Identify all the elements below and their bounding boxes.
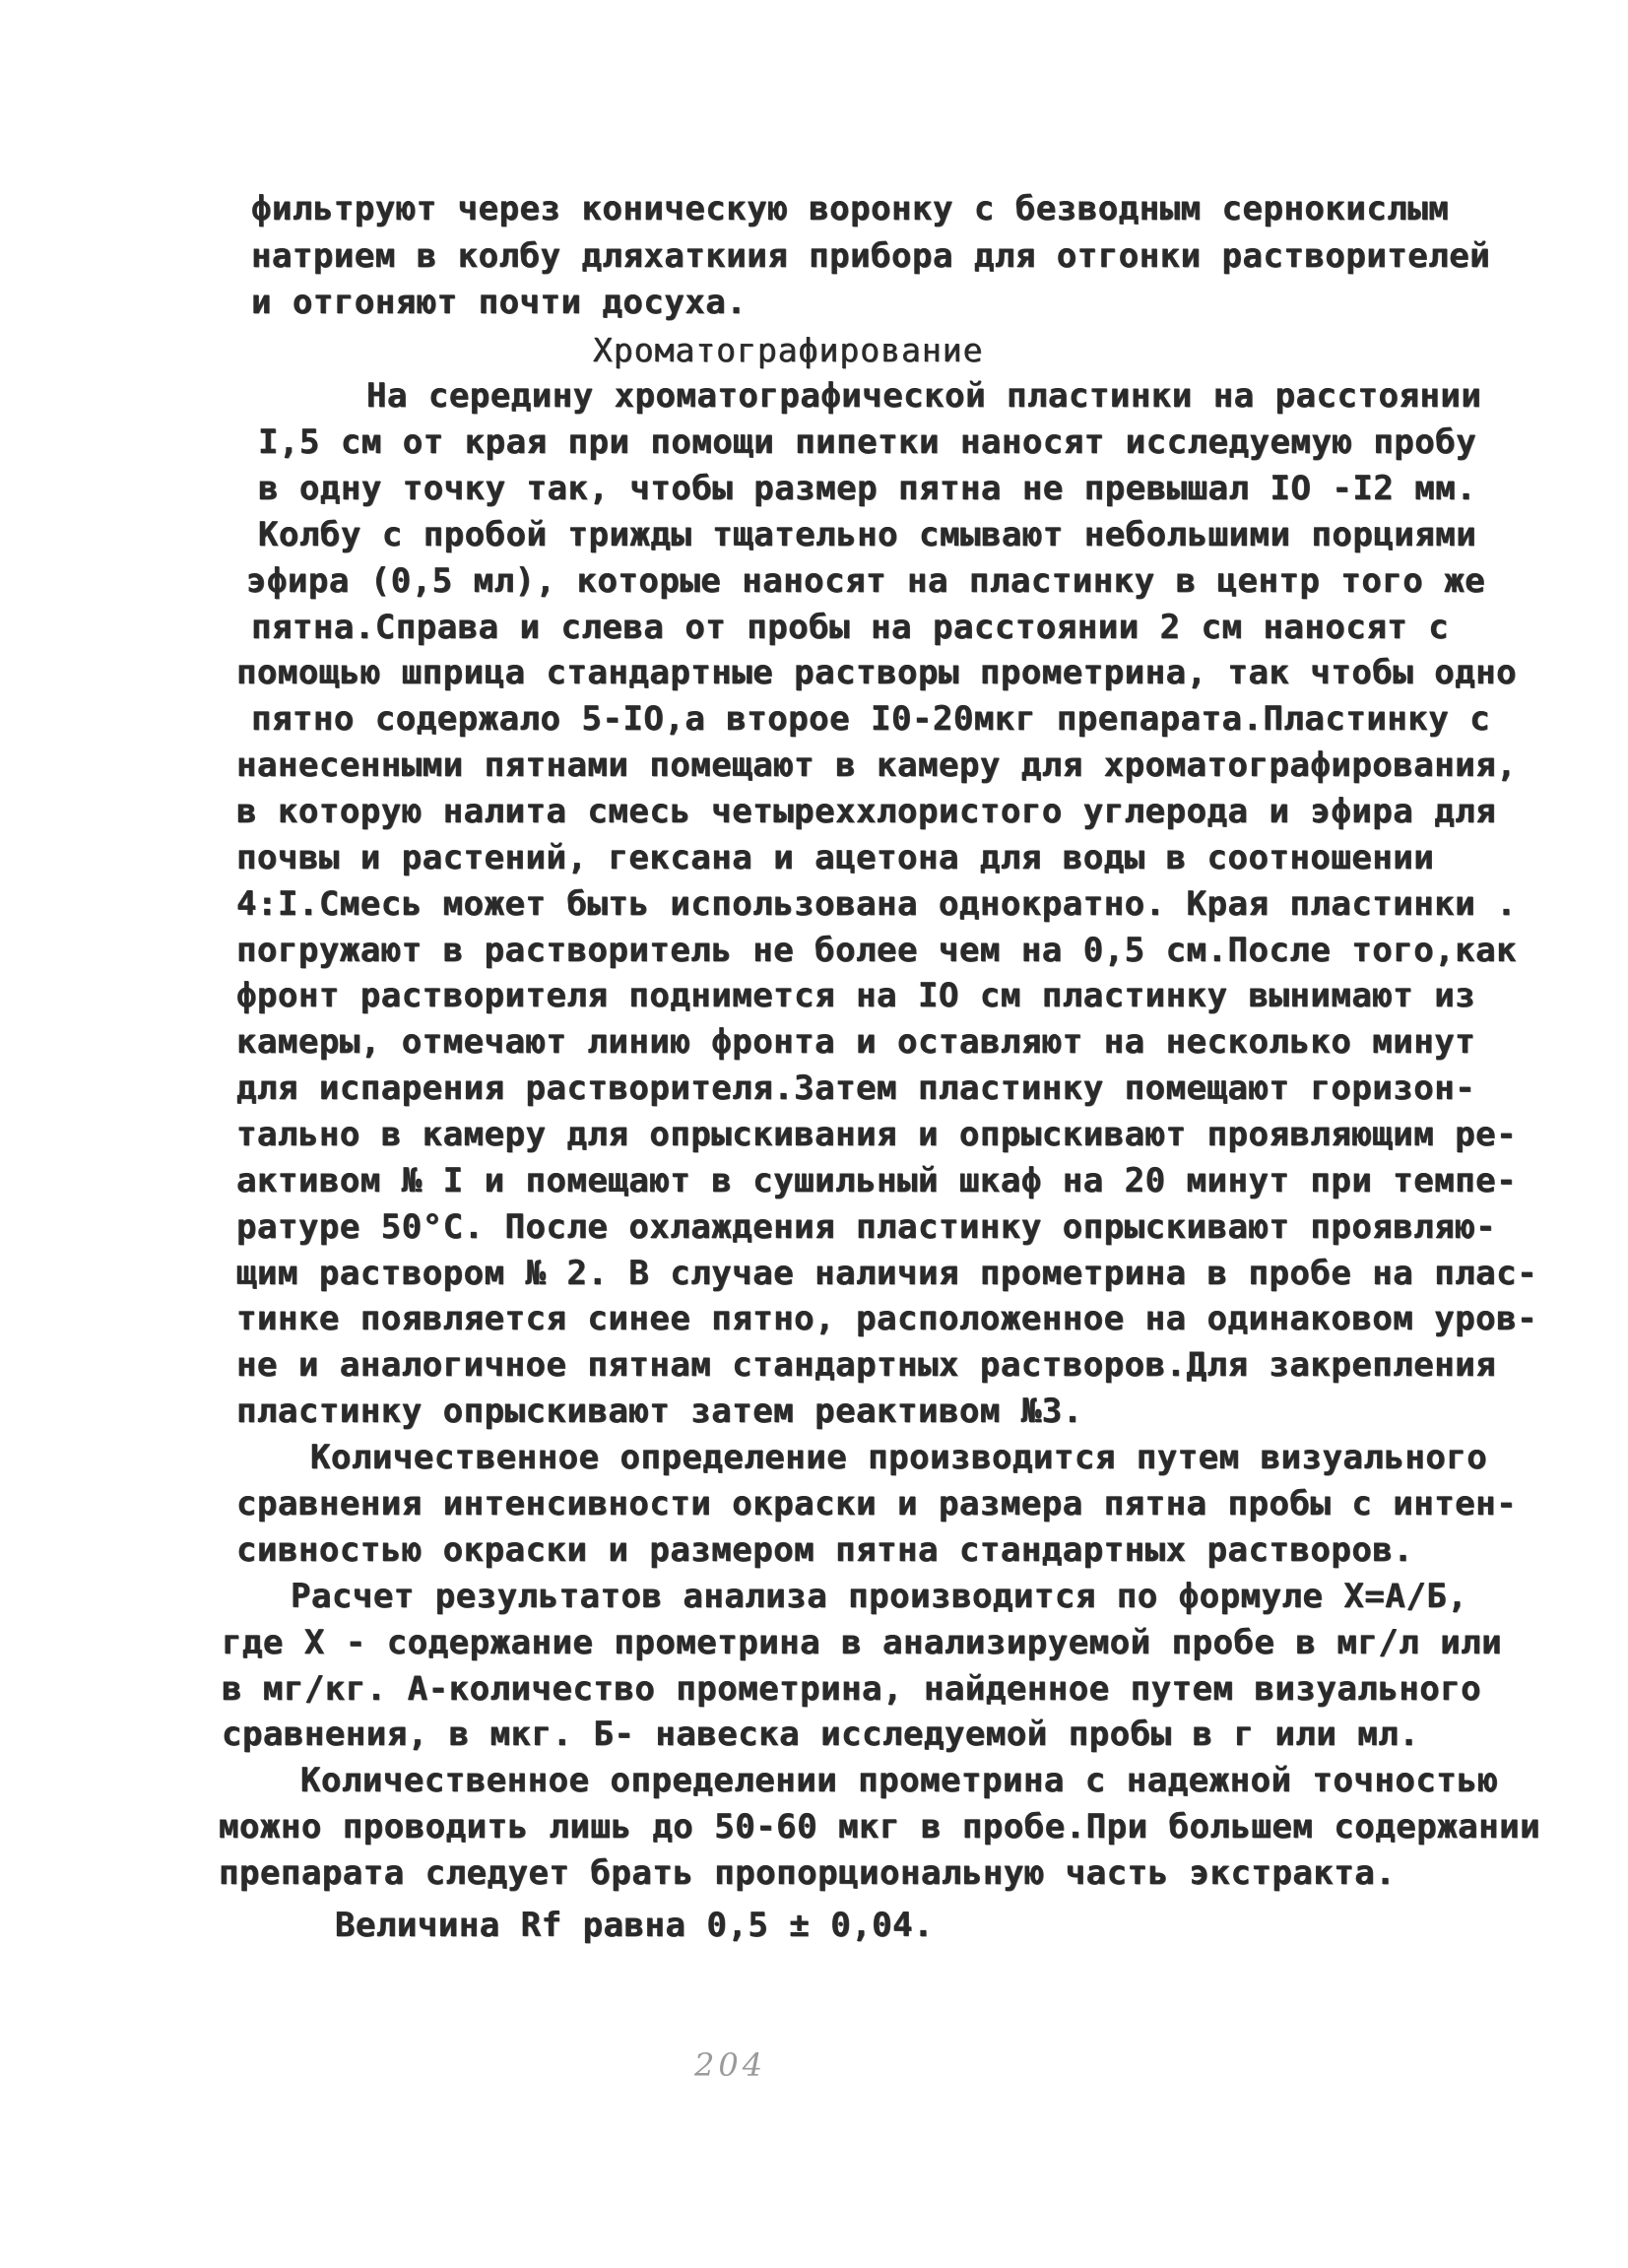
- rf-value-line: Величина Rf равна 0,5 ± 0,04.: [335, 1906, 935, 1945]
- text-line: помощью шприца стандартные растворы прометрина, так чтобы одно: [236, 653, 1518, 692]
- text-line: сравнения интенсивности окраски и размера пятна пробы с интен-: [236, 1484, 1518, 1523]
- text-line: I,5 см от края при помощи пипетки наносят исследуемую пробу: [258, 422, 1477, 462]
- text-line: пятно содержало 5-IO,а второе I0-20мкг препарата.Пластинку с: [251, 699, 1491, 739]
- text-line: Колбу с пробой трижды тщательно смывают небольшими порциями: [258, 515, 1477, 554]
- text-line: для испарения растворителя.Затем пластинку помещают горизон-: [236, 1069, 1476, 1108]
- text-line: почвы и растений, гексана и ацетона для воды в соотношении: [236, 838, 1435, 877]
- text-line: На середину хроматографической пластинки на расстоянии: [366, 376, 1482, 416]
- text-line: Количественное определение производится путем визуального: [310, 1438, 1488, 1477]
- text-line: где Х - содержание прометрина в анализируемой пробе в мг/л или: [222, 1623, 1503, 1662]
- text-line: сивностью окраски и размером пятна стандартных растворов.: [236, 1530, 1414, 1570]
- text-line: в мг/кг. А-количество прометрина, найденное путем визуального: [222, 1669, 1482, 1709]
- text-line: пятна.Справа и слева от пробы на расстоянии 2 см наносят с: [251, 608, 1450, 647]
- text-line: препарата следует брать пропорциональную часть экстракта.: [219, 1853, 1397, 1893]
- text-line: 4:I.Смесь может быть использована однократно. Края пластинки .: [236, 884, 1518, 924]
- text-line: тинке появляется синее пятно, расположенное на одинаковом уров-: [236, 1299, 1538, 1338]
- text-line: погружают в растворитель не более чем на 0,5 см.После того,как: [236, 931, 1518, 970]
- text-line: в которую налита смесь четыреххлористого углерода и эфира для: [236, 792, 1497, 831]
- text-line: фронт растворителя поднимется на IO см пластинку вынимают из: [236, 976, 1476, 1015]
- text-line: эфира (0,5 мл), которые наносят на пластинку в центр того же: [246, 561, 1486, 601]
- text-line: натрием в колбу дляхаткиия прибора для отгонки растворителей: [251, 236, 1491, 276]
- text-line: активом № I и помещают в сушильный шкаф на 20 минут при темпе-: [236, 1161, 1518, 1200]
- text-line: не и аналогичное пятнам стандартных растворов.Для закрепления: [236, 1345, 1497, 1385]
- section-heading: Хроматографирование: [593, 331, 984, 369]
- text-line: в одну точку так, чтобы размер пятна не превышал IO -I2 мм.: [258, 469, 1477, 508]
- text-line: Количественное определении прометрина с надежной точностью: [300, 1761, 1499, 1800]
- text-line: ратуре 50°С. После охлаждения пластинку опрыскивают проявляю-: [236, 1207, 1497, 1247]
- text-line: можно проводить лишь до 50-60 мкг в пробе.При большем содержании: [219, 1807, 1541, 1847]
- text-line: нанесенными пятнами помещают в камеру для хроматографирования,: [236, 745, 1518, 785]
- text-line: камеры, отмечают линию фронта и оставляют на несколько минут: [236, 1022, 1476, 1062]
- text-line: пластинку опрыскивают затем реактивом №3.: [236, 1392, 1083, 1431]
- page-number: 204: [694, 2046, 767, 2084]
- text-line: и отгоняют почти досуха.: [251, 283, 748, 322]
- text-line: Расчет результатов анализа производится по формуле Х=А/Б,: [291, 1577, 1468, 1616]
- text-line: фильтруют через коническую воронку с безводным сернокислым: [251, 189, 1450, 228]
- text-line: сравнения, в мкг. Б- навеска исследуемой пробы в г или мл.: [222, 1715, 1420, 1754]
- text-line: щим раствором № 2. В случае наличия прометрина в пробе на плас-: [236, 1254, 1538, 1293]
- text-line: тально в камеру для опрыскивания и опрыскивают проявляющим ре-: [236, 1115, 1518, 1154]
